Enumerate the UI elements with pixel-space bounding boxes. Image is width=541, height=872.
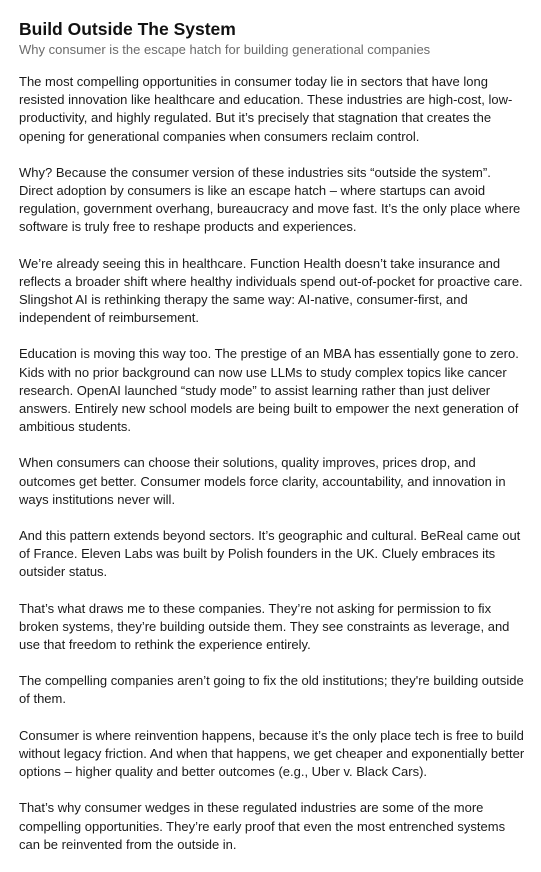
- paragraph: Why? Because the consumer version of these industries sits “outside the system”. Direct adoption by consumers is like an escape hatch – where startups can avoid regulation, government overhang, bureaucracy and move fast. It’s the only place where software is truly free to reshape products and experiences.: [19, 164, 521, 235]
- article-body: [19, 73, 527, 854]
- article-title: Build Outside The System: [19, 19, 236, 39]
- paragraph: The most compelling opportunities in consumer today lie in sectors that have long resisted innovation like healthcare and education. These industries are high-cost, low-productivity, and highly regulated. But it’s precisely that stagnation that creates the opening for generational companies when consumers reclaim control.: [19, 74, 513, 144]
- paragraph: Education is moving this way too. The prestige of an MBA has essentially gone to zero. Kids with no prior background can now use LLMs to study complex topics like cancer research. OpenAI launched “study mode” to assist learning rather than just deliver answers. Entirely new school models are being built to empower the next generation of ambitious students.: [19, 346, 519, 435]
- paragraph: And this pattern extends beyond sectors. It’s geographic and cultural. BeReal came out of France. Eleven Labs was built by Polish founders in the UK. Cluely embraces its outsider status.: [19, 528, 521, 580]
- paragraph: We’re already seeing this in healthcare. Function Health doesn’t take insurance and reflects a broader shift where healthy individuals spend out-of-pocket for proactive care. Slingshot AI is rethinking therapy the same way: AI-native, consumer-first, and independent of reimbursement.: [19, 255, 523, 326]
- paragraph: That’s why consumer wedges in these regulated industries are some of the more compelling opportunities. They’re early proof that even the most entrenched systems can be reinvented from the outside in.: [19, 800, 506, 852]
- paragraph: Consumer is where reinvention happens, because it’s the only place tech is free to build without legacy friction. And when that happens, we get cheaper and exponentially better options – higher quality and better outcomes (e.g., Uber v. Black Cars).: [19, 727, 525, 780]
- article-subtitle: Why consumer is the escape hatch for building generational companies: [19, 42, 431, 57]
- paragraph: That’s what draws me to these companies. They’re not asking for permission to fix broken systems, they’re building outside them. They see constraints as leverage, and use that freedom to rethink the experience entirely.: [19, 600, 510, 653]
- paragraph: The compelling companies aren’t going to fix the old institutions; they're building outside of them.: [19, 673, 524, 707]
- paragraph: When consumers can choose their solutions, quality improves, prices drop, and outcomes get better. Consumer models force clarity, accountability, and innovation in ways institutions never will.: [19, 455, 506, 507]
- article: [19, 18, 527, 872]
